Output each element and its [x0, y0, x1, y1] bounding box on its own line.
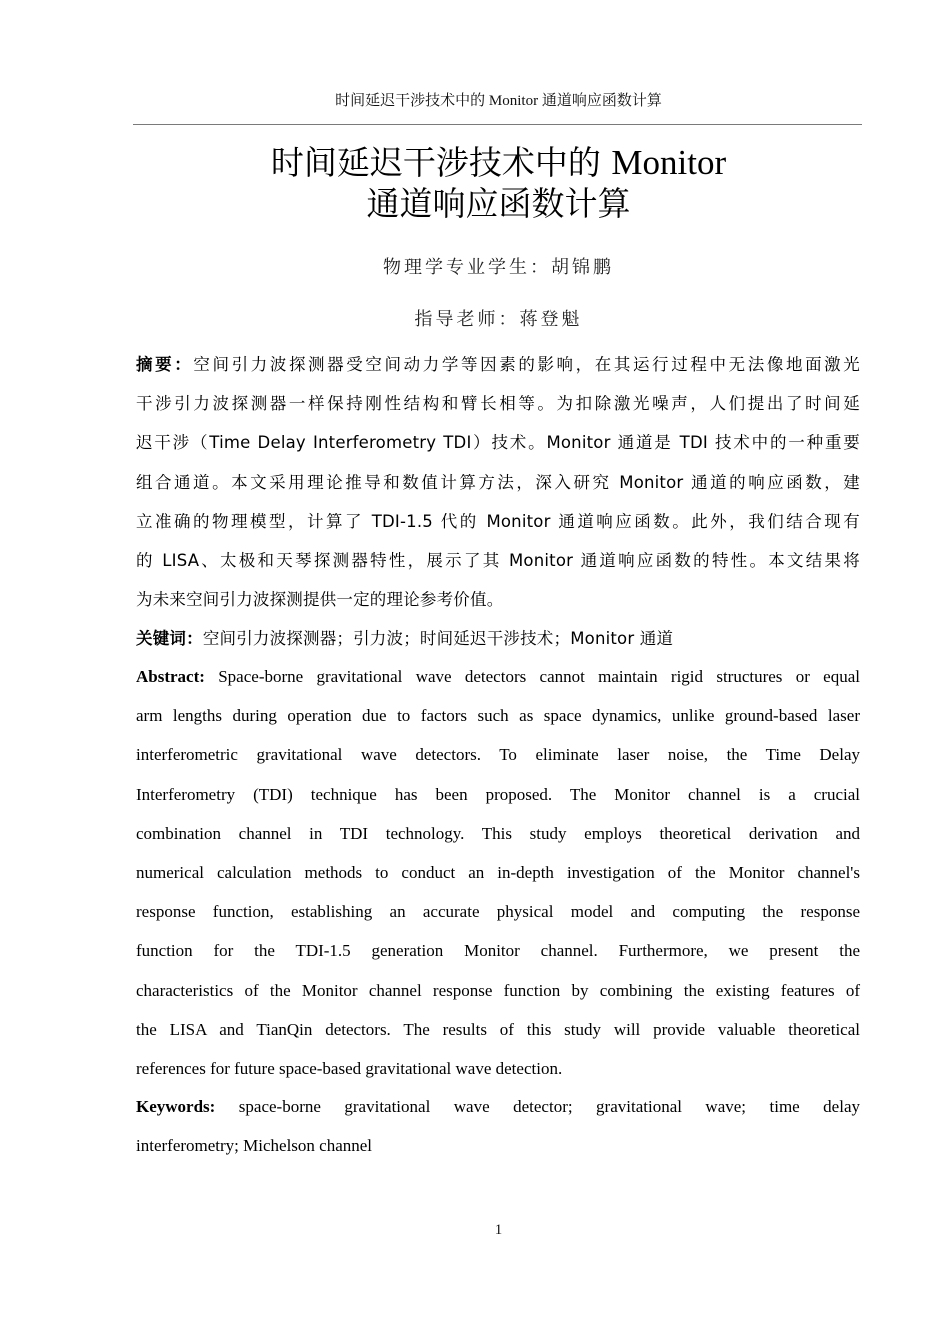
abstract-en-line: characteristics of the Monitor channel response function by combining the existing features of [136, 980, 860, 1000]
abstract-cn-line: 摘要：空间引力波探测器受空间动力学等因素的影响，在其运行过程中无法像地面激光 [136, 355, 861, 374]
keywords-cn-text: 空间引力波探测器；引力波；时间延迟干涉技术；Monitor 通道 [202, 629, 674, 648]
abstract-en-label: Abstract: [136, 667, 205, 686]
abstract-en-line: numerical calculation methods to conduct an in-depth investigation of the Monitor channel's [136, 862, 860, 882]
abstract-en-line: references for future space-based gravitational wave detection. [136, 1058, 563, 1078]
keywords-cn-label: 关键词： [136, 629, 203, 648]
title-line-1-cn: 时间延迟干涉技术中的 [270, 143, 612, 182]
page-number: 1 [494, 1222, 503, 1238]
paper-title [135, 142, 862, 224]
keywords-en-label: Keywords: [136, 1097, 216, 1116]
abstract-cn [136, 345, 860, 619]
abstract-en [136, 657, 860, 1088]
title-line-1 [135, 142, 862, 183]
keywords-en [136, 1087, 860, 1165]
abstract-en-line: interferometric gravitational wave detectors. To eliminate laser noise, the Time Delay [136, 745, 860, 765]
title-line-2: 通道响应函数计算 [366, 184, 631, 223]
abstract-cn-line: 的 LISA、太极和天琴探测器特性，展示了其 Monitor 通道响应函数的特性。本文结果将 [136, 550, 860, 570]
keywords-en-line: Keywords: space-borne gravitational wave detector; gravitational wave; time delay [136, 1097, 860, 1116]
abstract-cn-line: 组合通道。本文采用理论推导和数值计算方法，深入研究 Monitor 通道的响应函数，建 [136, 472, 860, 492]
abstract-cn-line: 为未来空间引力波探测提供一定的理论参考价值。 [136, 590, 504, 610]
abstract-cn-label: 摘要： [136, 355, 194, 374]
abstract-en-line: response function, establishing an accurate physical model and computing the response [136, 902, 860, 922]
title-line-1-latin: Monitor [611, 143, 727, 182]
abstract-en-line: combination channel in TDI technology. This study employs theoretical derivation and [136, 823, 860, 843]
abstract-cn-line: 迟干涉（Time Delay Interferometry TDI）技术。Monitor 通道是 TDI 技术中的一种重要 [136, 433, 860, 453]
abstract-cn-line: 立准确的物理模型，计算了 TDI-1.5 代的 Monitor 通道响应函数。此外，我们结合现有 [136, 511, 860, 531]
keywords-cn-line [136, 619, 860, 658]
keywords-en-line: interferometry; Michelson channel [136, 1136, 373, 1156]
author-line: 物理学专业学生：胡锦鹏 [383, 257, 614, 278]
abstract-en-line: the LISA and TianQin detectors. The results of this study will provide valuable theoretical [136, 1019, 860, 1039]
header-divider [133, 124, 862, 125]
keywords-cn [136, 619, 860, 658]
abstract-cn-line: 干涉引力波探测器一样保持刚性结构和臂长相等。为扣除激光噪声，人们提出了时间延 [136, 394, 860, 414]
abstract-en-line: arm lengths during operation due to factors such as space dynamics, unlike ground-based laser [136, 706, 860, 726]
advisor-line: 指导老师：蒋登魁 [414, 309, 583, 330]
abstract-en-line: Interferometry (TDI) technique has been proposed. The Monitor channel is a crucial [136, 784, 860, 804]
abstract-en-line: function for the TDI-1.5 generation Monitor channel. Furthermore, we present the [136, 941, 860, 961]
running-header: 时间延迟干涉技术中的 Monitor 通道响应函数计算 [335, 93, 662, 109]
abstract-en-line: Abstract: Space-borne gravitational wave detectors cannot maintain rigid structures or equal [136, 667, 860, 686]
